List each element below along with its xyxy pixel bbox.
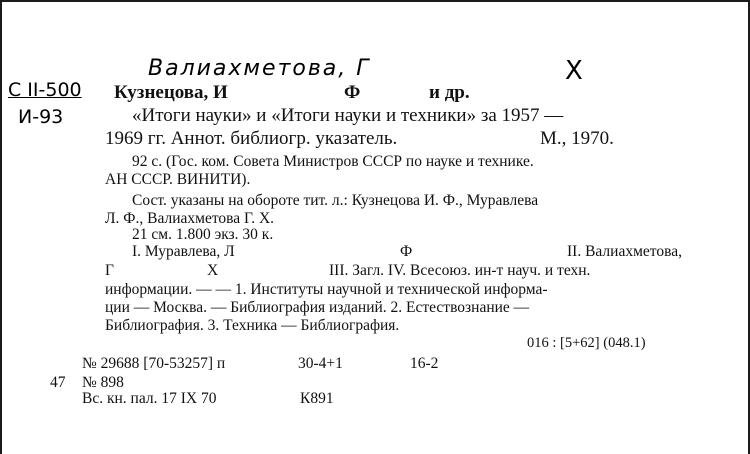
tracing-line-4: ции — Москва. — Библиография изданий. 2. Естествознание — — [105, 299, 530, 316]
tracing-line-1a: I. Муравлева, Л — [132, 243, 235, 260]
footer-line-3a: Вс. кн. пал. 17 IX 70 — [82, 390, 217, 407]
compilers-line-1: Сост. указаны на обороте тит. л.: Кузнецова И. Ф., Муравлева — [132, 192, 539, 209]
heading-initial: Ф — [344, 82, 361, 103]
tracing-line-1b: Ф — [400, 243, 413, 260]
title-line-1: «Итоги науки» и «Итоги науки и техники» за 1957 — — [132, 105, 564, 126]
compilers-line-2: Л. Ф., Валиахметова Г. Х. — [105, 210, 275, 227]
tracing-line-1c: II. Валиахметова, — [567, 243, 682, 260]
handwritten-code-bottom: И-93 — [18, 106, 64, 128]
handwritten-name: Валиахметова, Г — [148, 56, 371, 81]
heading-author: Кузнецова, И — [114, 82, 228, 103]
handwritten-code-top: С II-500 — [8, 79, 82, 101]
format-line: 21 см. 1.800 экз. 30 к. — [132, 226, 274, 243]
footer-line-2-num: 47 — [50, 374, 66, 391]
footer-line-1b: 30-4+1 — [298, 355, 343, 372]
tracing-line-2b: Х — [207, 262, 219, 279]
footer-line-1c: 16-2 — [410, 355, 439, 372]
tracing-line-5: Библиография. 3. Техника — Библиография. — [105, 317, 400, 334]
description-line-2: АН СССР. ВИНИТИ). — [105, 171, 251, 188]
footer-line-2b: № 898 — [82, 374, 124, 391]
title-place-year: М., 1970. — [540, 128, 614, 149]
heading-rest: и др. — [429, 82, 470, 103]
footer-line-3b: К891 — [300, 390, 334, 407]
footer-line-1a: № 29688 [70-53257] п — [82, 355, 226, 372]
title-line-2: 1969 гг. Аннот. библиогр. указатель. — [105, 128, 398, 149]
classification-index: 016 : [5+62] (048.1) — [527, 335, 646, 351]
description-line-1: 92 с. (Гос. ком. Совета Министров СССР по науке и технике. — [132, 153, 534, 170]
tracing-line-2c: III. Загл. IV. Всесоюз. ин-т науч. и техн. — [329, 262, 591, 279]
tracing-line-2a: Г — [105, 262, 114, 279]
tracing-line-3: информации. — — 1. Институты научной и технической информа- — [105, 281, 548, 298]
handwritten-mark: Х — [565, 56, 583, 86]
